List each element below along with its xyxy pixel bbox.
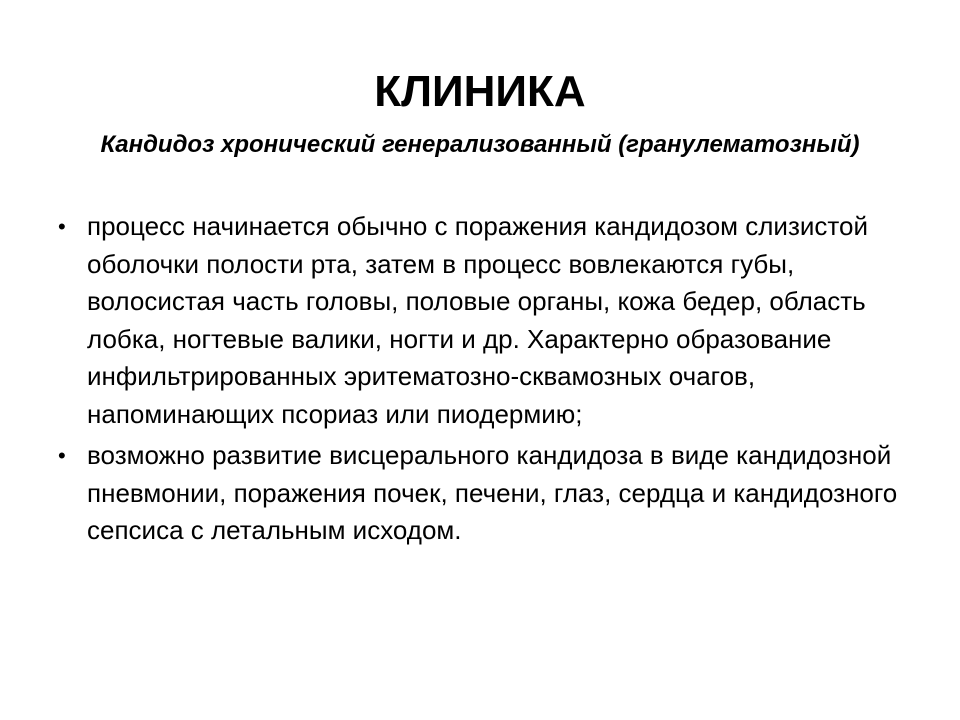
list-item xyxy=(58,208,918,433)
bullet-icon: • xyxy=(58,214,66,239)
list-item xyxy=(58,437,918,550)
bullet-text: процесс начинается обычно с поражения кандидозом слизистой оболочки полости рта, затем в процесс вовлекаются губы, волосистая часть головы, половые органы, кожа бедер, область лобка, ногтевые валики, ногти и др. Характерно образование инфильтрированных эритематозно-сквамозных очагов, напоминающих псориаз или пиодермию; xyxy=(87,211,869,429)
bullet-list xyxy=(58,208,918,550)
bullet-icon: • xyxy=(58,443,66,468)
slide-title: КЛИНИКА xyxy=(374,67,586,116)
slide-subtitle: Кандидоз хронический генерализованный (гранулематозный) xyxy=(100,131,860,158)
bullet-text: возможно развитие висцерального кандидоза в виде кандидозной пневмонии, поражения почек, печени, глаз, сердца и кандидозного сепсиса с летальным исходом. xyxy=(87,440,898,545)
